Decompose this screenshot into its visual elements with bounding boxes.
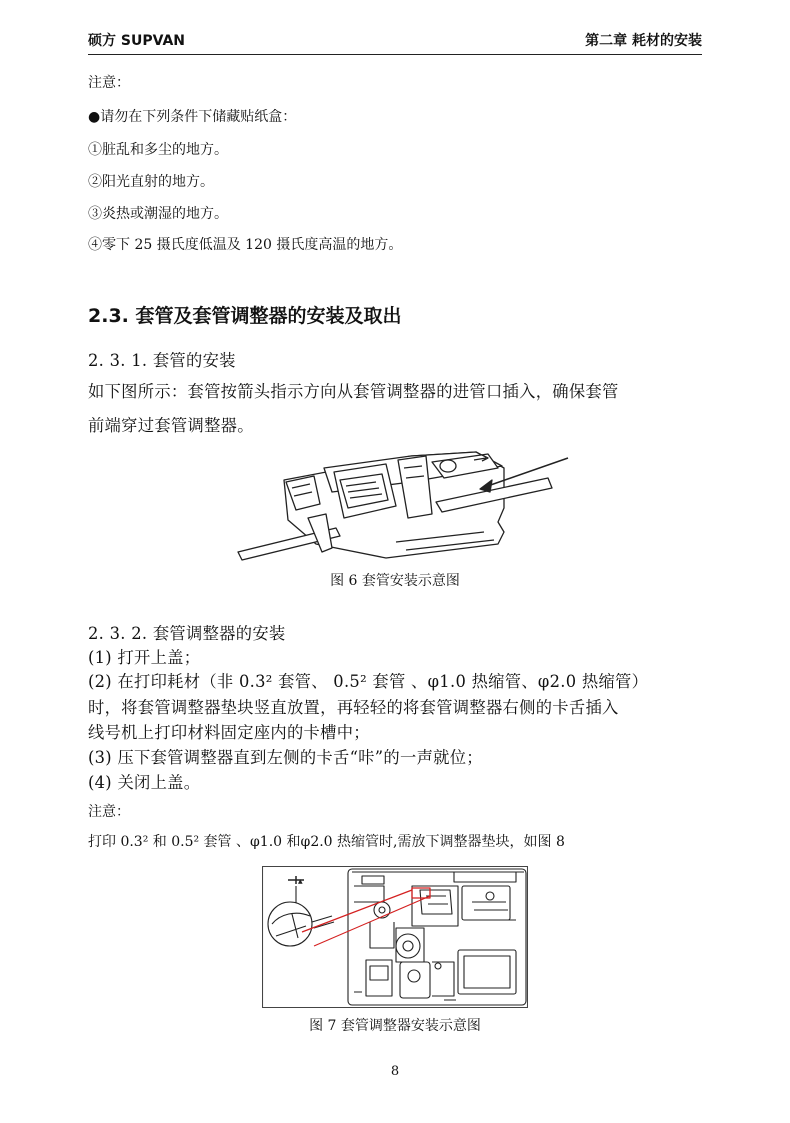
figure-6-caption: 图 6 套管安装示意图 [330,573,460,589]
notice-text: 打印 0.3² 和 0.5² 套管 、φ1.0 和φ2.0 热缩管时,需放下调整器垫块，如图 8 [88,834,565,850]
notice-title: 注意： [88,804,130,820]
section-heading: 2.3. 套管及套管调整器的安装及取出 [88,305,402,327]
svg-text:▲: ▲ [298,878,303,885]
page-number: 8 [390,1064,400,1079]
page-header [88,30,702,52]
subsection-heading: 2. 3. 1. 套管的安装 [88,351,236,370]
notice-item: ②阳光直射的地方。 [88,174,214,190]
header-chapter: 第二章 耗材的安装 [585,33,702,49]
notice-lead: ●请勿在下列条件下储藏贴纸盒： [88,109,297,125]
body-line: 如下图所示：套管按箭头指示方向从套管调整器的进管口插入，确保套管 [88,382,619,401]
subsection-heading: 2. 3. 2. 套管调整器的安装 [88,624,286,643]
figure-6-illustration [236,448,576,563]
notice-item: ④零下 25 摄氏度低温及 120 摄氏度高温的地方。 [88,237,403,253]
notice-title: 注意： [88,75,130,91]
step-line: (1) 打开上盖； [88,648,201,667]
body-line: 前端穿过套管调整器。 [88,416,254,435]
figure-7-caption: 图 7 套管调整器安装示意图 [309,1018,481,1034]
step-line: (4) 关闭上盖。 [88,773,201,792]
figure-7-illustration [262,866,528,1008]
header-brand: 硕方 SUPVAN [88,33,186,49]
step-line: 线号机上打印材料固定座内的卡槽中； [88,723,370,742]
header-divider [88,54,702,55]
step-line: 时，将套管调整器垫块竖直放置，再轻轻的将套管调整器右侧的卡舌插入 [88,698,619,717]
notice-item: ③炎热或潮湿的地方。 [88,206,228,222]
step-line: (2) 在打印耗材（非 0.3² 套管、 0.5² 套管 、φ1.0 热缩管、φ2.0 热缩管） [88,672,649,691]
step-line: (3) 压下套管调整器直到左侧的卡舌“咔”的一声就位； [88,748,483,767]
notice-item: ①脏乱和多尘的地方。 [88,142,228,158]
